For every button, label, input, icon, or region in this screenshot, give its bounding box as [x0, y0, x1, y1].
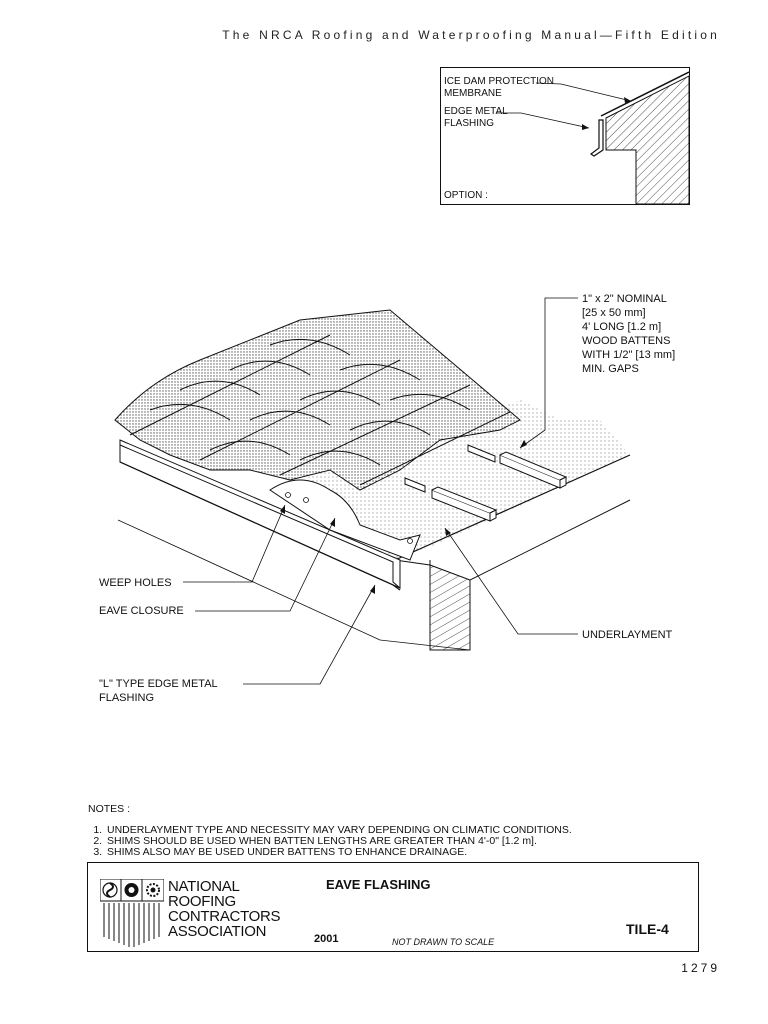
eave-closure-label: EAVE CLOSURE [99, 605, 184, 617]
drawing-year: 2001 [314, 933, 339, 945]
weep-holes-label: WEEP HOLES [99, 577, 172, 589]
notes-heading: NOTES : [88, 803, 131, 815]
org-name-line3: CONTRACTORS [168, 908, 281, 925]
option-label: OPTION : [444, 190, 488, 201]
scale-note: NOT DRAWN TO SCALE [392, 937, 495, 947]
title-block [87, 862, 699, 952]
org-name-line4: ASSOCIATION [168, 923, 267, 940]
membrane-label: ICE DAM PROTECTION MEMBRANE [444, 76, 555, 99]
page-number: 1279 [681, 961, 720, 975]
edge-metal-flashing-label: EDGE METAL FLASHING [444, 106, 508, 129]
drawing-number: TILE-4 [626, 921, 669, 937]
note-item: 3. SHIMS ALSO MAY BE USED UNDER BATTENS TO ENHANCE DRAINAGE. [105, 847, 572, 858]
manual-title: The NRCA Roofing and Waterproofing Manual—Fifth Edition [222, 28, 720, 42]
nrca-logo-icon [100, 879, 164, 947]
batten-callout: 1" x 2" NOMINAL [25 x 50 mm] 4' LONG [1.2 m] WOOD BATTENS WITH 1/2" [13 mm] MIN. GAPS [582, 293, 676, 375]
notes-list [88, 825, 572, 858]
org-name-line2: ROOFING [168, 893, 236, 910]
org-name-line1: NATIONAL [168, 878, 240, 895]
notes-section [88, 804, 572, 858]
note-item: 2. SHIMS SHOULD BE USED WHEN BATTEN LENGTHS ARE GREATER THAN 4'-0" [1.2 m]. [105, 836, 572, 847]
l-type-flashing-label: "L" TYPE EDGE METAL FLASHING [99, 678, 218, 704]
note-item: 1. UNDERLAYMENT TYPE AND NECESSITY MAY VARY DEPENDING ON CLIMATIC CONDITIONS. [105, 825, 572, 836]
underlayment-label: UNDERLAYMENT [582, 629, 673, 641]
drawing-title: EAVE FLASHING [326, 877, 431, 892]
